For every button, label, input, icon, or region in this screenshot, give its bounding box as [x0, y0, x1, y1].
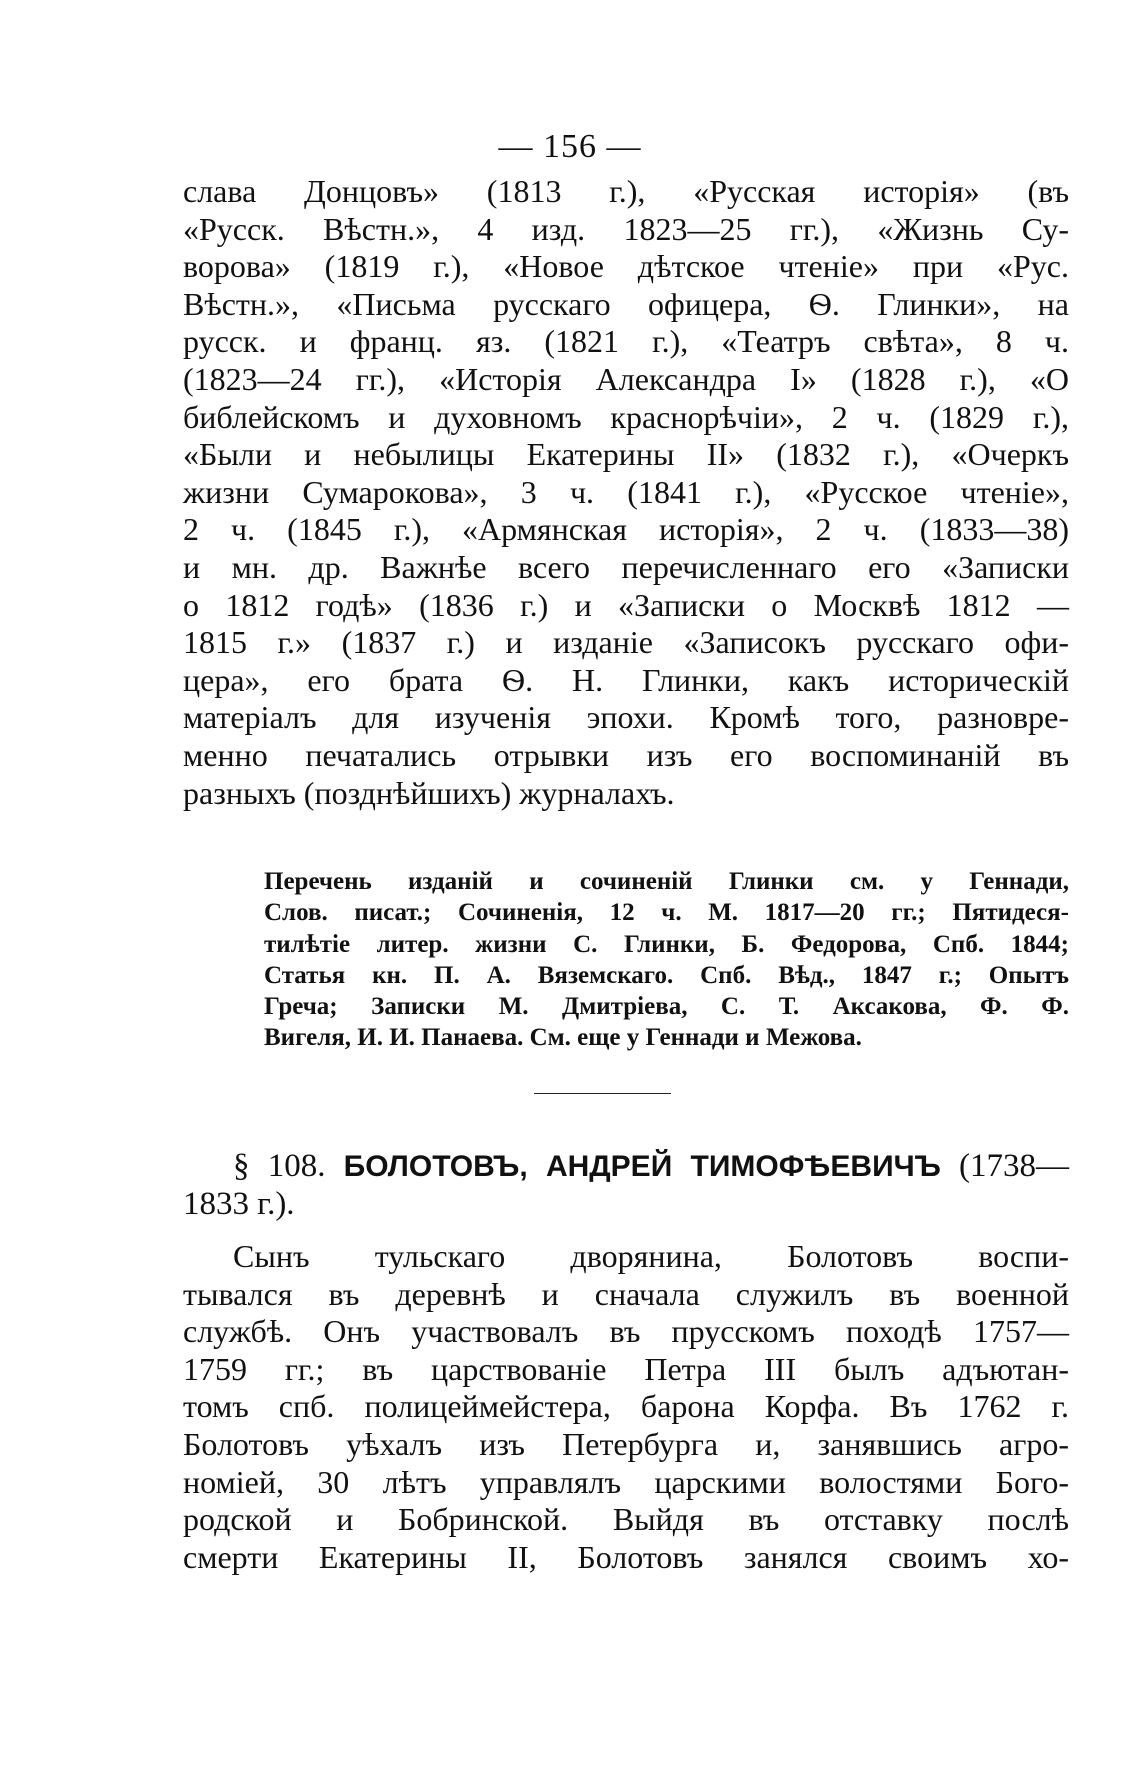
text-line: Вѣстн.», «Письма русскаго офицера, Ѳ. Глинки», на	[183, 285, 1069, 322]
text-line: Болотовъ уѣхалъ изъ Петербурга и, занявшись агро-	[183, 1425, 1069, 1462]
text-line: службѣ. Онъ участвовалъ въ прусскомъ походѣ 1757—	[183, 1313, 1069, 1350]
text-line: и мн. др. Важнѣе всего перечисленнаго его «Записки	[183, 548, 1069, 585]
text-line: номіей, 30 лѣтъ управлялъ царскими волостями Бого-	[183, 1463, 1069, 1500]
text-line: о 1812 годѣ» (1836 г.) и «Записки о Москвѣ 1812 —	[183, 586, 1069, 623]
note-line: Вигеля, И. И. Панаева. См. еще у Геннади и Межова.	[264, 1024, 862, 1052]
section-name: БОЛОТОВЪ, АНДРЕЙ ТИМОФѢЕВИЧЪ	[343, 1150, 941, 1183]
text-line: слава Донцовъ» (1813 г.), «Русская исторія» (въ	[183, 173, 1069, 209]
note-line: Слов. писат.; Сочиненія, 12 ч. М. 1817—20 гг.; Пятидеся-	[264, 899, 1069, 927]
text-line: томъ спб. полицеймейстера, барона Корфа. Въ 1762 г.	[183, 1388, 1069, 1425]
note-line: тилѣтіе литер. жизни С. Глинки, Б. Федорова, Спб. 1844;	[264, 930, 1069, 958]
paragraph-bolotov-bio	[183, 1238, 1069, 1576]
text-line: смерти Екатерины II, Болотовъ занялся своимъ хо-	[183, 1538, 1069, 1575]
text-line: 2 ч. (1845 г.), «Армянская исторія», 2 ч. (1833—38)	[183, 511, 1069, 548]
text-line: цера», его брата Ѳ. Н. Глинки, какъ историческій	[183, 661, 1069, 698]
section-dates-close: 1833 г.).	[183, 1186, 295, 1222]
page-number: — 156 —	[498, 128, 642, 165]
text-line: родской и Бобринской. Выйдя въ отставку послѣ	[183, 1501, 1069, 1538]
text-line: тывался въ деревнѣ и сначала служилъ въ военной	[183, 1275, 1069, 1312]
text-line: ворова» (1819 г.), «Новое дѣтское чтеніе» при «Рус.	[183, 248, 1069, 285]
text-line: «Русск. Вѣстн.», 4 изд. 1823—25 гг.), «Жизнь Су-	[183, 210, 1069, 247]
section-divider	[534, 1093, 671, 1094]
section-dates-open: (1738—	[959, 1148, 1070, 1184]
text-line: 1815 г.» (1837 г.) и изданіе «Записокъ русскаго офи-	[183, 624, 1069, 661]
text-line: менно печатались отрывки изъ его воспоминаній въ	[183, 736, 1069, 773]
note-line: Статья кн. П. А. Вяземскаго. Спб. Вѣд., 1847 г.; Опытъ	[264, 961, 1069, 989]
section-heading	[183, 1147, 1069, 1223]
paragraph-glinka-works	[183, 173, 1069, 812]
text-line: русск. и франц. яз. (1821 г.), «Театръ свѣта», 8 ч.	[183, 323, 1069, 360]
text-line: разныхъ (позднѣйшихъ) журналахъ.	[183, 774, 675, 811]
text-line: 1759 гг.; въ царствованіе Петра III былъ адъютан-	[183, 1350, 1070, 1387]
text-line: матеріалъ для изученія эпохи. Кромѣ того, разновре-	[183, 699, 1069, 736]
section-title-line	[183, 1147, 1069, 1185]
text-line: Сынъ тульскаго дворянина, Болотовъ воспи-	[233, 1238, 1069, 1274]
note-line: Перечень изданій и сочиненій Глинки см. у Геннади,	[264, 868, 1069, 895]
text-line: (1823—24 гг.), «Исторія Александра I» (1828 г.), «О	[183, 360, 1069, 397]
text-line: жизни Сумарокова», 3 ч. (1841 г.), «Русское чтеніе»,	[183, 473, 1069, 510]
section-number: § 108.	[233, 1148, 326, 1184]
note-line: Греча; Записки М. Дмитріева, С. Т. Аксакова, Ф. Ф.	[264, 993, 1069, 1021]
text-line: «Были и небылицы Екатерины II» (1832 г.), «Очеркъ	[183, 436, 1069, 473]
text-line: библейскомъ и духовномъ краснорѣчіи», 2 ч. (1829 г.),	[183, 398, 1069, 435]
bibliography-note	[264, 866, 1069, 1054]
